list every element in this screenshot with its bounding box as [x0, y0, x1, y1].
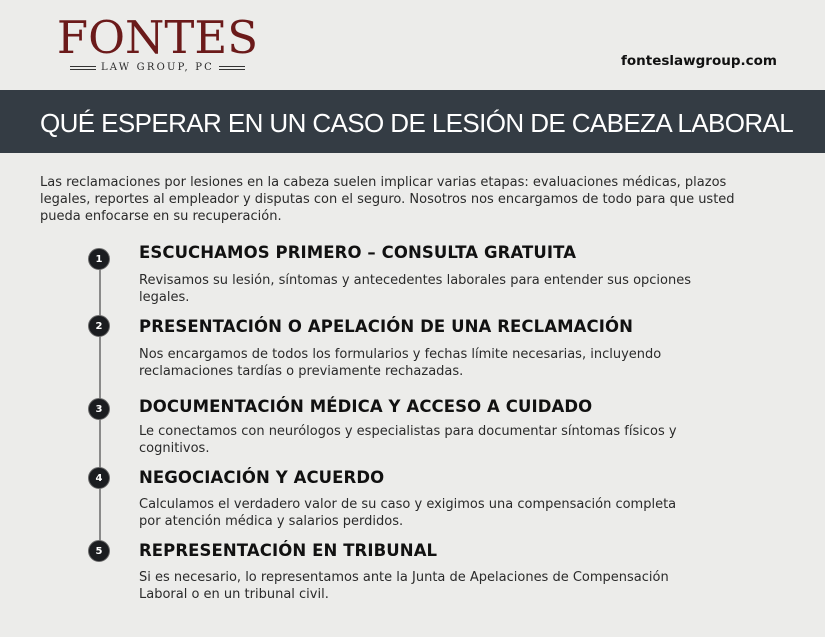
step-1-number: 1: [88, 248, 110, 270]
step-5-number: 5: [88, 540, 110, 562]
step-2-description: Nos encargamos de todos los formularios y fechas límite necesarias, incluyendo reclamaciones tardías o previamente rechazadas.: [139, 347, 662, 379]
logo-name: FONTES: [56, 11, 259, 64]
website-link[interactable]: fonteslawgroup.com: [621, 53, 777, 69]
step-4-title: NEGOCIACIÓN Y ACUERDO: [139, 468, 385, 487]
step-3-title: DOCUMENTACIÓN MÉDICA Y ACCESO A CUIDADO: [139, 397, 593, 416]
step-3-number: 3: [88, 398, 110, 420]
step-1-description: Revisamos su lesión, síntomas y antecedentes laborales para entender sus opciones legales.: [139, 273, 691, 305]
logo-tagline: LAW GROUP, PC: [100, 62, 215, 73]
step-5-description: Si es necesario, lo representamos ante la Junta de Apelaciones de Compensación Laboral o en un tribunal civil.: [139, 570, 669, 602]
step-4-description: Calculamos el verdadero valor de su caso y exigimos una compensación completa por atención médica y salarios perdidos.: [139, 497, 677, 529]
step-4-number: 4: [88, 467, 110, 489]
page-title: QUÉ ESPERAR EN UN CASO DE LESIÓN DE CABEZA LABORAL: [40, 108, 794, 138]
step-3-description: Le conectamos con neurólogos y especialistas para documentar síntomas físicos y cognitivos.: [139, 424, 677, 456]
step-2-title: PRESENTACIÓN O APELACIÓN DE UNA RECLAMACIÓN: [139, 317, 633, 336]
step-2-number: 2: [88, 315, 110, 337]
intro-paragraph: Las reclamaciones por lesiones en la cabeza suelen implicar varias etapas: evaluaciones médicas, plazos legales, reportes al empleador y disputas con el seguro. Nosotros nos encargamos de todo para que usted pueda enfocarse en su recuperación.: [40, 175, 735, 224]
step-1-title: ESCUCHAMOS PRIMERO – CONSULTA GRATUITA: [139, 243, 577, 262]
step-5-title: REPRESENTACIÓN EN TRIBUNAL: [139, 541, 438, 560]
